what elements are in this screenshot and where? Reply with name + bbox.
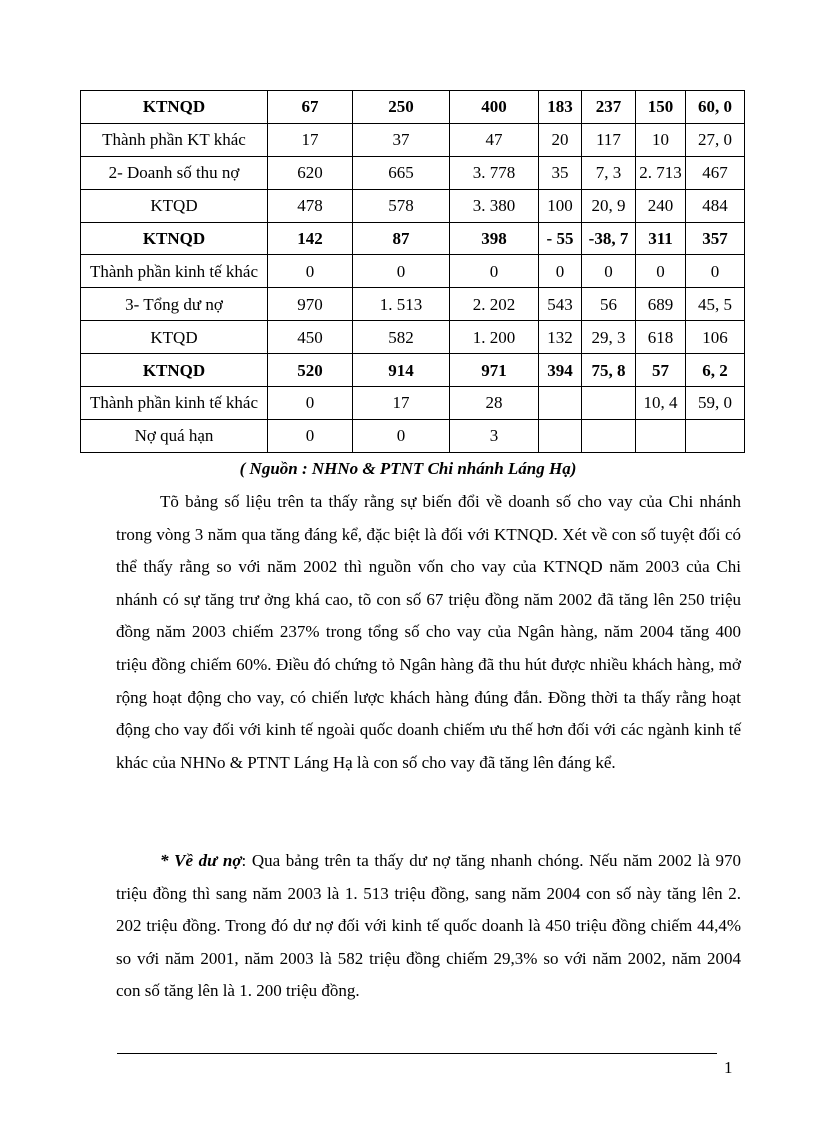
table-cell: 60, 0 <box>686 91 745 124</box>
table-cell: 100 <box>539 189 582 222</box>
table-body <box>81 91 745 453</box>
table-cell: 914 <box>353 354 450 387</box>
table-cell: 582 <box>353 321 450 354</box>
table-cell: 117 <box>582 123 636 156</box>
table-cell: 106 <box>686 321 745 354</box>
row-label-cell: 3- Tổng dư nợ <box>81 288 268 321</box>
table-cell: 2. 713 <box>636 156 686 189</box>
table-cell: 478 <box>268 189 353 222</box>
table-row <box>81 387 745 420</box>
table-cell: 357 <box>686 222 745 255</box>
table-cell: 0 <box>353 255 450 288</box>
body-paragraph-loan-turnover: Tõ bảng số liệu trên ta thấy rằng sự biến đổi về doanh số cho vay của Chi nhánh trong vòng 3 năm qua tăng đáng kể, đặc biệt là đối với KTNQD. Xét về con số tuyệt đối có thể thấy rằng so với năm 2002 thì nguồn vốn cho vay của KTNQD năm 2003 của Chi nhánh có sự tăng trư ởng khá cao, tõ con số 67 triệu đồng năm 2002 đã tăng lên 250 triệu đồng năm 2003 chiếm 237% trong tổng số cho vay của Ngân hàng, năm 2004 tăng 400 triệu đồng chiếm 60%. Điều đó chứng tỏ Ngân hàng đã thu hút được nhiều khách hàng, mở rộng hoạt động cho vay, có chiến lược khách hàng đúng đắn. Đồng thời ta thấy rằng hoạt động cho vay đối với kinh tế ngoài quốc doanh chiếm ưu thế hơn đối với các ngành kinh tế khác của NHNo & PTNT Láng Hạ là con số cho vay đã tăng lên đáng kể. <box>116 492 741 772</box>
table-cell: 467 <box>686 156 745 189</box>
table-cell: 543 <box>539 288 582 321</box>
table-cell: 29, 3 <box>582 321 636 354</box>
table-cell: 47 <box>450 123 539 156</box>
table-cell: 183 <box>539 91 582 124</box>
table-cell <box>539 387 582 420</box>
table-cell: 618 <box>636 321 686 354</box>
table-cell: 3. 380 <box>450 189 539 222</box>
table-cell <box>582 419 636 452</box>
table-cell: 311 <box>636 222 686 255</box>
table-row <box>81 321 745 354</box>
table-cell: 57 <box>636 354 686 387</box>
table-row <box>81 222 745 255</box>
table-cell: 10 <box>636 123 686 156</box>
table-row <box>81 189 745 222</box>
table-cell: 250 <box>353 91 450 124</box>
table-cell: 0 <box>353 419 450 452</box>
table-cell: 0 <box>268 419 353 452</box>
table-row <box>81 354 745 387</box>
table-cell: 0 <box>686 255 745 288</box>
table-cell: 56 <box>582 288 636 321</box>
table-cell <box>636 419 686 452</box>
table-cell: 6, 2 <box>686 354 745 387</box>
table-cell: 3. 778 <box>450 156 539 189</box>
table-cell: 28 <box>450 387 539 420</box>
table-row <box>81 288 745 321</box>
table-cell: 394 <box>539 354 582 387</box>
footer-divider <box>117 1053 717 1054</box>
table-cell: 240 <box>636 189 686 222</box>
row-label-cell: Thành phần kinh tế khác <box>81 387 268 420</box>
row-label-cell: Thành phần KT khác <box>81 123 268 156</box>
table-cell <box>539 419 582 452</box>
table-cell: 45, 5 <box>686 288 745 321</box>
row-label-cell: KTNQD <box>81 222 268 255</box>
paragraph-text: : Qua bảng trên ta thấy dư nợ tăng nhanh chóng. Nếu năm 2002 là 970 triệu đồng thì sang năm 2003 là 1. 513 triệu đồng, sang năm 2004 con số này tăng lên 2. 202 triệu đồng. Trong đó dư nợ đối với kinh tế quốc doanh là 450 triệu đồng chiếm 44,4% so với năm 2001, năm 2003 là 582 triệu đồng chiếm 29,3% so với năm 2002, năm 2004 con số tăng lên là 1. 200 triệu đồng. <box>116 851 741 1001</box>
source-note: ( Nguồn : NHNo & PTNT Chi nhánh Láng Hạ) <box>239 459 577 478</box>
table-row <box>81 156 745 189</box>
table-cell: 10, 4 <box>636 387 686 420</box>
table-cell: 0 <box>582 255 636 288</box>
table-cell: 75, 8 <box>582 354 636 387</box>
table-cell: 665 <box>353 156 450 189</box>
row-label-cell: KTQD <box>81 321 268 354</box>
row-label-cell: Thành phần kinh tế khác <box>81 255 268 288</box>
section-lead-outstanding-debt: * Về dư nợ <box>160 851 242 870</box>
table-cell: 132 <box>539 321 582 354</box>
table-cell: 87 <box>353 222 450 255</box>
table-cell: 17 <box>353 387 450 420</box>
row-label-cell: 2- Doanh số thu nợ <box>81 156 268 189</box>
table-cell: 142 <box>268 222 353 255</box>
table-cell: 237 <box>582 91 636 124</box>
row-label-cell: Nợ quá hạn <box>81 419 268 452</box>
table-cell: 150 <box>636 91 686 124</box>
table-cell: 1. 200 <box>450 321 539 354</box>
table-cell: 17 <box>268 123 353 156</box>
table-cell: 59, 0 <box>686 387 745 420</box>
table-row <box>81 255 745 288</box>
row-label-cell: KTNQD <box>81 354 268 387</box>
table-cell: 578 <box>353 189 450 222</box>
table-cell: 398 <box>450 222 539 255</box>
table-cell: 1. 513 <box>353 288 450 321</box>
table-cell: 400 <box>450 91 539 124</box>
row-label-cell: KTQD <box>81 189 268 222</box>
table-cell: 970 <box>268 288 353 321</box>
table-cell: 0 <box>268 387 353 420</box>
table-cell: 520 <box>268 354 353 387</box>
table-cell: 2. 202 <box>450 288 539 321</box>
table-cell <box>686 419 745 452</box>
table-cell: 620 <box>268 156 353 189</box>
table-cell: 0 <box>450 255 539 288</box>
table-cell: 484 <box>686 189 745 222</box>
table-cell: 37 <box>353 123 450 156</box>
table-cell: 3 <box>450 419 539 452</box>
table-cell: - 55 <box>539 222 582 255</box>
table-cell: 27, 0 <box>686 123 745 156</box>
table-cell: 0 <box>268 255 353 288</box>
table-row <box>81 91 745 124</box>
table-cell: 450 <box>268 321 353 354</box>
table-row <box>81 419 745 452</box>
row-label-cell: KTNQD <box>81 91 268 124</box>
table-cell <box>582 387 636 420</box>
table-cell: 0 <box>636 255 686 288</box>
table-row <box>81 123 745 156</box>
body-paragraph-outstanding-debt <box>116 845 741 1008</box>
table-cell: 20 <box>539 123 582 156</box>
data-table <box>80 90 745 453</box>
table-cell: 67 <box>268 91 353 124</box>
page-number: 1 <box>724 1058 733 1077</box>
table-cell: 0 <box>539 255 582 288</box>
table-cell: -38, 7 <box>582 222 636 255</box>
table-cell: 20, 9 <box>582 189 636 222</box>
table-cell: 7, 3 <box>582 156 636 189</box>
table-cell: 35 <box>539 156 582 189</box>
table-cell: 689 <box>636 288 686 321</box>
table-cell: 971 <box>450 354 539 387</box>
